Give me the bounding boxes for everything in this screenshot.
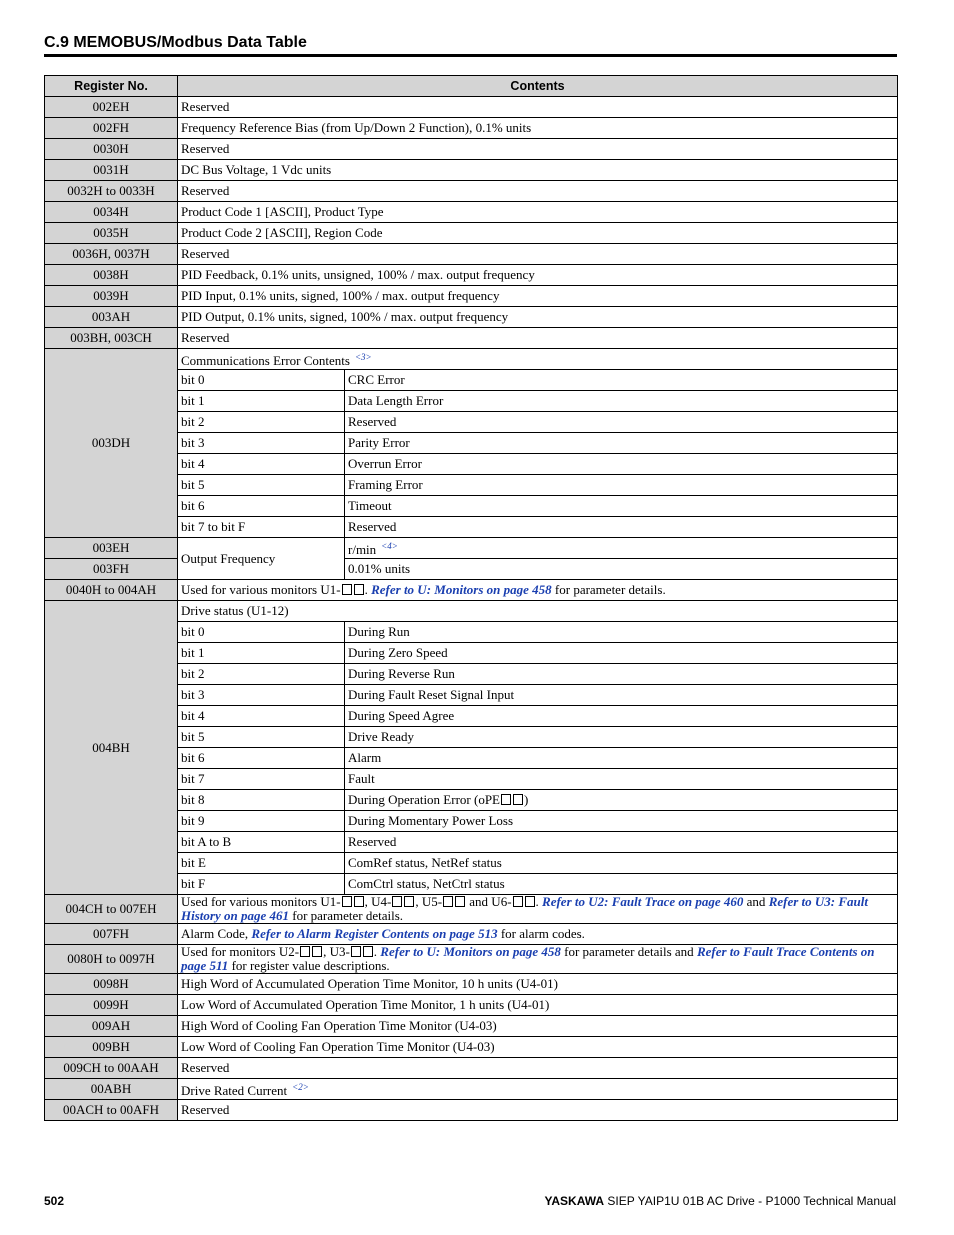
placeholder-box-icon: [342, 584, 352, 595]
bit-cell: bit 0: [178, 370, 345, 391]
bit-desc-cell: Parity Error: [345, 433, 898, 454]
table-row: [45, 995, 898, 1016]
bit-cell: bit 0: [178, 622, 345, 643]
table-row: [45, 328, 898, 349]
bit-desc-cell: Drive Ready: [345, 727, 898, 748]
bit-cell: bit 5: [178, 475, 345, 496]
bit-cell: bit 1: [178, 391, 345, 412]
column-header-register: Register No.: [45, 76, 178, 97]
text-span: .: [373, 944, 381, 959]
comm-error-title: Communications Error Contents: [181, 353, 350, 368]
text-span: for parameter details and: [560, 944, 697, 959]
contents-cell: Used for various monitors U1- . Refer to U: Monitors on page 458 for parameter details.: [178, 580, 898, 601]
footer-manual-title: [544, 1194, 896, 1208]
register-cell: 003AH: [45, 307, 178, 328]
register-cell: 004CH to 007EH: [45, 895, 178, 924]
register-cell: 00ACH to 00AFH: [45, 1100, 178, 1121]
table-row: [45, 181, 898, 202]
table-row: [45, 1037, 898, 1058]
bit-cell: bit 9: [178, 811, 345, 832]
bit-cell: bit A to B: [178, 832, 345, 853]
table-row: [45, 974, 898, 995]
table-row: [45, 1016, 898, 1037]
text-span: , U3-: [323, 944, 350, 959]
register-cell: 0030H: [45, 139, 178, 160]
bit-desc-cell: CRC Error: [345, 370, 898, 391]
register-cell: 002EH: [45, 97, 178, 118]
register-cell: 002FH: [45, 118, 178, 139]
text-span: and: [743, 894, 769, 909]
text-span: Used for monitors U2-: [181, 944, 300, 959]
bit-desc-cell: During Zero Speed: [345, 643, 898, 664]
cross-reference-link[interactable]: Refer to U: Monitors on page 458: [371, 582, 552, 597]
bit-cell: bit 5: [178, 727, 345, 748]
contents-cell: Product Code 1 [ASCII], Product Type: [178, 202, 898, 223]
table-row: [45, 945, 898, 974]
text-span: Used for various monitors U1-: [181, 894, 341, 909]
page-number: 502: [44, 1194, 65, 1208]
bit-desc-cell: During Fault Reset Signal Input: [345, 685, 898, 706]
placeholder-box-icon: [392, 896, 402, 907]
register-cell: 007FH: [45, 924, 178, 945]
table-row: [45, 160, 898, 181]
section-title: C.9 MEMOBUS/Modbus Data Table: [44, 34, 307, 51]
text-span: , U5-: [415, 894, 443, 909]
bit-desc-cell: During Reverse Run: [345, 664, 898, 685]
register-cell: 009CH to 00AAH: [45, 1058, 178, 1079]
register-cell: 003BH, 003CH: [45, 328, 178, 349]
register-cell: 003FH: [45, 559, 178, 580]
table-row: [45, 202, 898, 223]
bit-desc-cell: [345, 790, 898, 811]
placeholder-box-icon: [513, 896, 523, 907]
text-span: for parameter details.: [288, 908, 404, 923]
bit-desc-cell: During Run: [345, 622, 898, 643]
contents-cell: High Word of Cooling Fan Operation Time Monitor (U4-03): [178, 1016, 898, 1037]
table-row: [45, 538, 898, 559]
register-cell: 0036H, 0037H: [45, 244, 178, 265]
column-header-contents: Contents: [178, 76, 898, 97]
placeholder-box-icon: [443, 896, 453, 907]
text-span: for alarm codes.: [497, 926, 585, 941]
register-cell: 0035H: [45, 223, 178, 244]
unit-cell: [345, 538, 898, 559]
table-row: [45, 97, 898, 118]
bit-desc-cell: During Speed Agree: [345, 706, 898, 727]
table-row: [45, 349, 898, 370]
contents-cell: Reserved: [178, 328, 898, 349]
bit-desc-cell: Reserved: [345, 517, 898, 538]
text-span: , U4-: [364, 894, 392, 909]
table-row: [45, 223, 898, 244]
cross-reference-link[interactable]: Refer to Alarm Register Contents on page 513: [251, 926, 498, 941]
bit-cell: bit 3: [178, 433, 345, 454]
register-cell: 0038H: [45, 265, 178, 286]
contents-cell: Low Word of Cooling Fan Operation Time Monitor (U4-03): [178, 1037, 898, 1058]
cross-reference-link[interactable]: Refer to U2: Fault Trace on page 460: [542, 894, 744, 909]
contents-cell: PID Input, 0.1% units, signed, 100% / max. output frequency: [178, 286, 898, 307]
footnote-link[interactable]: <3>: [354, 352, 372, 362]
register-cell: 0040H to 004AH: [45, 580, 178, 601]
bit-desc-cell: Data Length Error: [345, 391, 898, 412]
contents-cell: PID Output, 0.1% units, signed, 100% / max. output frequency: [178, 307, 898, 328]
table-row: [45, 265, 898, 286]
contents-cell: Reserved: [178, 181, 898, 202]
contents-cell: [178, 945, 898, 974]
bit-cell: bit 2: [178, 664, 345, 685]
contents-cell: Reserved: [178, 139, 898, 160]
bit-cell: bit 7: [178, 769, 345, 790]
placeholder-box-icon: [300, 946, 310, 957]
bit-cell: bit E: [178, 853, 345, 874]
register-cell: 0080H to 0097H: [45, 945, 178, 974]
text-span: and U6-: [466, 894, 512, 909]
placeholder-box-icon: [513, 794, 523, 805]
bit-cell: bit 3: [178, 685, 345, 706]
placeholder-box-icon: [354, 584, 364, 595]
table-row: [45, 139, 898, 160]
placeholder-box-icon: [351, 946, 361, 957]
register-cell: 004BH: [45, 601, 178, 895]
cross-reference-link[interactable]: Refer to Fault Trace Contents on page 511: [181, 944, 875, 973]
contents-cell: [178, 1079, 898, 1100]
contents-cell: High Word of Accumulated Operation Time Monitor, 10 h units (U4-01): [178, 974, 898, 995]
placeholder-box-icon: [455, 896, 465, 907]
contents-cell: Reserved: [178, 1100, 898, 1121]
bit-cell: bit 4: [178, 706, 345, 727]
contents-cell: Reserved: [178, 1058, 898, 1079]
placeholder-box-icon: [525, 896, 535, 907]
placeholder-box-icon: [501, 794, 511, 805]
text-span: for register value descriptions.: [228, 958, 390, 973]
table-row: [45, 286, 898, 307]
table-row: [45, 307, 898, 328]
manual-name: SIEP YAIP1U 01B AC Drive - P1000 Technical Manual: [604, 1194, 896, 1208]
contents-cell: [178, 924, 898, 945]
table-row: [45, 924, 898, 945]
footnote-link[interactable]: <4>: [381, 541, 398, 551]
bit-cell: bit 6: [178, 748, 345, 769]
bit-desc-cell: Framing Error: [345, 475, 898, 496]
contents-cell: Product Code 2 [ASCII], Region Code: [178, 223, 898, 244]
table-row: [45, 1058, 898, 1079]
drive-status-title: Drive status (U1-12): [178, 601, 898, 622]
bit-cell: bit 8: [178, 790, 345, 811]
placeholder-box-icon: [312, 946, 322, 957]
contents-cell: PID Feedback, 0.1% units, unsigned, 100% / max. output frequency: [178, 265, 898, 286]
bit-cell: bit 2: [178, 412, 345, 433]
text-span: for parameter details.: [551, 582, 666, 597]
table-row: [45, 895, 898, 924]
bit-cell: bit 7 to bit F: [178, 517, 345, 538]
register-cell: 0098H: [45, 974, 178, 995]
table-row: [45, 601, 898, 622]
cross-reference-link[interactable]: Refer to U: Monitors on page 458: [380, 944, 561, 959]
table-body: [45, 97, 898, 1121]
register-cell: 003DH: [45, 349, 178, 538]
table-row: [45, 118, 898, 139]
bit-desc-cell: During Momentary Power Loss: [345, 811, 898, 832]
table-row: [45, 1100, 898, 1121]
contents-cell: Reserved: [178, 244, 898, 265]
text-span: Used for various monitors U1-: [181, 582, 341, 597]
table-row: [45, 580, 898, 601]
table-row: [45, 1079, 898, 1100]
placeholder-box-icon: [354, 896, 364, 907]
register-cell: 0032H to 0033H: [45, 181, 178, 202]
bit-desc-cell: Overrun Error: [345, 454, 898, 475]
bit-desc-cell: Reserved: [345, 412, 898, 433]
register-cell: 009BH: [45, 1037, 178, 1058]
placeholder-box-icon: [404, 896, 414, 907]
contents-cell: Reserved: [178, 97, 898, 118]
bit-desc-cell: Alarm: [345, 748, 898, 769]
bit-desc-cell: Timeout: [345, 496, 898, 517]
title-rule: [44, 54, 897, 57]
bit-desc-cell: ComCtrl status, NetCtrl status: [345, 874, 898, 895]
bit-desc-cell: Fault: [345, 769, 898, 790]
bit-desc-cell: ComRef status, NetRef status: [345, 853, 898, 874]
contents-cell: [178, 895, 898, 924]
cross-reference-link[interactable]: Refer to U3: Fault History on page 461: [181, 894, 868, 923]
text-span: During Operation Error (oPE: [348, 792, 500, 807]
register-cell: 00ABH: [45, 1079, 178, 1100]
contents-cell: Low Word of Accumulated Operation Time Monitor, 1 h units (U4-01): [178, 995, 898, 1016]
register-cell: 0034H: [45, 202, 178, 223]
register-cell: 009AH: [45, 1016, 178, 1037]
table-row: [45, 244, 898, 265]
table-row: [45, 559, 898, 580]
memobus-data-table: [44, 75, 898, 1121]
bit-cell: bit 6: [178, 496, 345, 517]
table-header-row: [45, 76, 898, 97]
footnote-link[interactable]: <2>: [292, 1082, 309, 1092]
register-cell: 0099H: [45, 995, 178, 1016]
register-cell: 0031H: [45, 160, 178, 181]
text-span: Alarm Code,: [181, 926, 252, 941]
contents-cell: Frequency Reference Bias (from Up/Down 2 Function), 0.1% units: [178, 118, 898, 139]
register-cell: 0039H: [45, 286, 178, 307]
bit-desc-cell: Reserved: [345, 832, 898, 853]
contents-cell: [178, 349, 898, 370]
bit-cell: bit F: [178, 874, 345, 895]
brand-name: YASKAWA: [544, 1194, 605, 1208]
placeholder-box-icon: [342, 896, 352, 907]
bit-cell: bit 1: [178, 643, 345, 664]
contents-cell: DC Bus Voltage, 1 Vdc units: [178, 160, 898, 181]
text-span: .: [535, 894, 543, 909]
output-frequency-label: Output Frequency: [178, 538, 345, 580]
unit-cell: 0.01% units: [345, 559, 898, 580]
text-span: Drive Rated Current: [181, 1083, 288, 1098]
placeholder-box-icon: [363, 946, 373, 957]
unit-rpm: r/min: [348, 542, 377, 557]
text-span: ): [524, 792, 529, 807]
bit-cell: bit 4: [178, 454, 345, 475]
register-cell: 003EH: [45, 538, 178, 559]
